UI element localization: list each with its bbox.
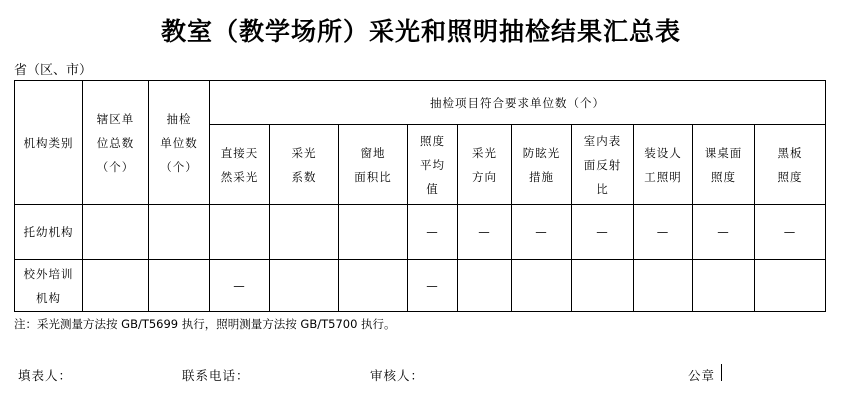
header-item: 防眩光 措施 [512, 125, 572, 205]
region-label: 省（区、市） [14, 63, 93, 78]
table-cell [270, 260, 339, 312]
row-category: 托幼机构 [15, 205, 83, 260]
table-cell [270, 205, 339, 260]
header-item: 装设人 工照明 [634, 125, 693, 205]
table-row [15, 205, 826, 260]
header-item: 黑板 照度 [755, 125, 826, 205]
header-item: 窗地 面积比 [339, 125, 408, 205]
table-cell [458, 260, 512, 312]
table-cell: — [458, 205, 512, 260]
filler-label: 填表人： [18, 368, 73, 383]
table-cell [83, 205, 149, 260]
footnote: 注：采光测量方法按 GB/T5699 执行，照明测量方法按 GB/T5700 执行。 [14, 317, 396, 331]
table-cell [210, 205, 270, 260]
phone-label: 联系电话： [182, 368, 250, 383]
header-group: 抽检项目符合要求单位数（个） [210, 81, 826, 125]
seal-label: 公章 [688, 368, 716, 383]
table-cell: — [634, 205, 693, 260]
table-cell [634, 260, 693, 312]
header-category: 机构类别 [15, 81, 83, 205]
header-item: 室内表 面反射 比 [572, 125, 634, 205]
header-item: 照度 平均 值 [408, 125, 458, 205]
table-row [15, 260, 826, 312]
table-cell [693, 260, 755, 312]
summary-table [14, 80, 826, 312]
table-cell [149, 260, 210, 312]
table-cell: — [408, 260, 458, 312]
table-cell [339, 205, 408, 260]
table-cell: — [408, 205, 458, 260]
reviewer-label: 审核人： [370, 368, 425, 383]
text-cursor [721, 364, 722, 381]
table-cell [339, 260, 408, 312]
table-cell [149, 205, 210, 260]
table-cell [755, 260, 826, 312]
table-cell: — [693, 205, 755, 260]
table-cell: — [572, 205, 634, 260]
form-title: 教室（教学场所）采光和照明抽检结果汇总表 [160, 17, 681, 46]
table-cell: — [210, 260, 270, 312]
table-cell: — [512, 205, 572, 260]
header-row-1 [15, 81, 826, 125]
table-cell [83, 260, 149, 312]
header-item: 直接天 然采光 [210, 125, 270, 205]
header-sampled: 抽检 单位数 （个） [149, 81, 210, 205]
table-cell: — [755, 205, 826, 260]
table-cell [512, 260, 572, 312]
header-item: 采光 系数 [270, 125, 339, 205]
header-total: 辖区单 位总数 （个） [83, 81, 149, 205]
row-category: 校外培训 机构 [15, 260, 83, 312]
header-item: 课桌面 照度 [693, 125, 755, 205]
header-item: 采光 方向 [458, 125, 512, 205]
table-cell [572, 260, 634, 312]
